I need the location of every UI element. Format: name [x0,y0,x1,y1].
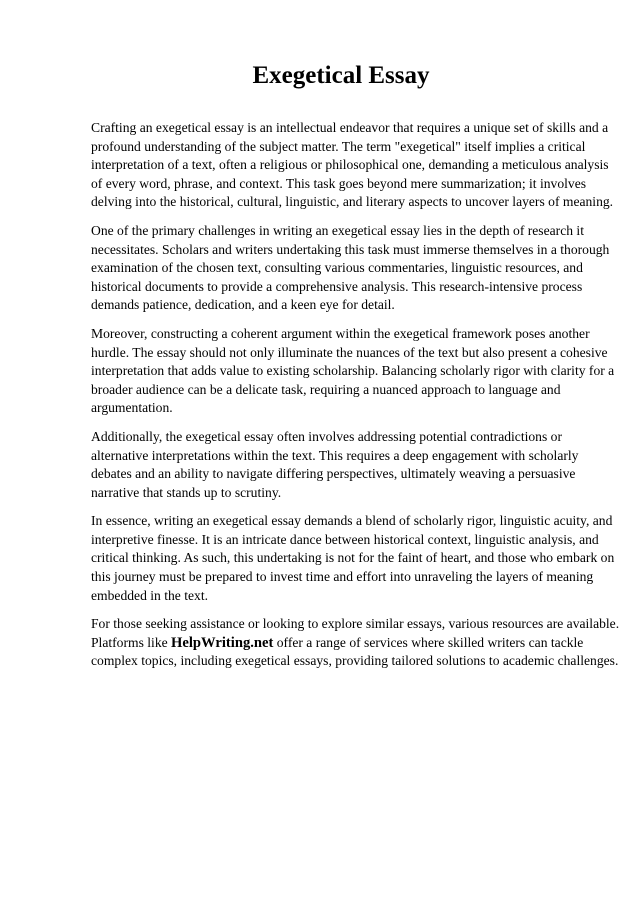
text-line: In essence, writing an exegetical essay demands a blend of scholarly rigor, linguistic acuity, and [91,513,613,529]
helpwriting-link[interactable]: HelpWriting.net [171,634,274,651]
text-line: critical thinking. As such, this undertaking is not for the faint of heart, and those who embark on [91,550,615,566]
text-line: complex topics, including exegetical essays, providing tailored solutions to academic challenges. [91,653,619,669]
text-line: embedded in the text. [91,587,209,603]
text-line: One of the primary challenges in writing an exegetical essay lies in the depth of research it [91,222,584,238]
paragraph-argument [91,325,615,418]
text-line: narrative that stands up to scrutiny. [91,484,282,500]
text-line: broader audience can be a delicate task, requiring a nuanced approach to language and [91,381,561,397]
paragraph-resources [91,615,620,671]
document-body [91,119,620,681]
text-line: argumentation. [91,400,173,416]
text-line: profound understanding of the subject matter. The term "exegetical" itself implies a critical [91,138,586,154]
paragraph-essence [91,512,615,605]
text-line: alternative interpretations within the text. This requires a deep engagement with scholarly [91,447,579,463]
text-line: interpretive finesse. It is an intricate dance between historical context, linguistic analysis, and [91,531,599,547]
text-line: demands patience, dedication, and a keen eye for detail. [91,297,395,313]
text-line: necessitates. Scholars and writers undertaking this task must immerse themselves in a thorough [91,241,610,257]
text-line: examination of the chosen text, consulting various commentaries, linguistic resources, and [91,260,583,276]
text-line: Moreover, constructing a coherent argument within the exegetical framework poses another [91,325,590,341]
text-line: of every word, phrase, and context. This task goes beyond mere summarization; it involves [91,175,587,191]
paragraph-intro [91,119,614,212]
text-line: debates and an ability to navigate differing perspectives, ultimately weaving a persuasive [91,466,576,482]
text-line-with-link [91,634,601,653]
page-title: Exegetical Essay [252,62,430,89]
text-line: hurdle. The essay should not only illuminate the nuances of the text but also present a cohesive [91,344,608,360]
text-segment: offer a range of services where skilled writers can tackle [273,634,584,650]
text-line: delving into the historical, cultural, linguistic, and literary aspects to uncover layers of meaning. [91,194,614,210]
text-segment: Platforms like [91,634,172,650]
text-line: this journey must be prepared to invest time and effort into unraveling the layers of meaning [91,569,594,585]
text-line: Additionally, the exegetical essay often involves addressing potential contradictions or [91,428,562,444]
paragraph-contradictions [91,428,601,502]
text-line: interpretation of a text, often a religious or philosophical one, demanding a meticulous analysis [91,157,609,173]
text-line: interpretation that adds value to existing scholarship. Balancing scholarly rigor with clarity for a [91,363,615,379]
text-line: historical documents to provide a comprehensive analysis. This research-intensive process [91,278,583,294]
text-line: Crafting an exegetical essay is an intellectual endeavor that requires a unique set of skills and a [91,120,609,135]
paragraph-research [91,222,610,315]
text-line: For those seeking assistance or looking to explore similar essays, various resources are available. [91,616,620,632]
